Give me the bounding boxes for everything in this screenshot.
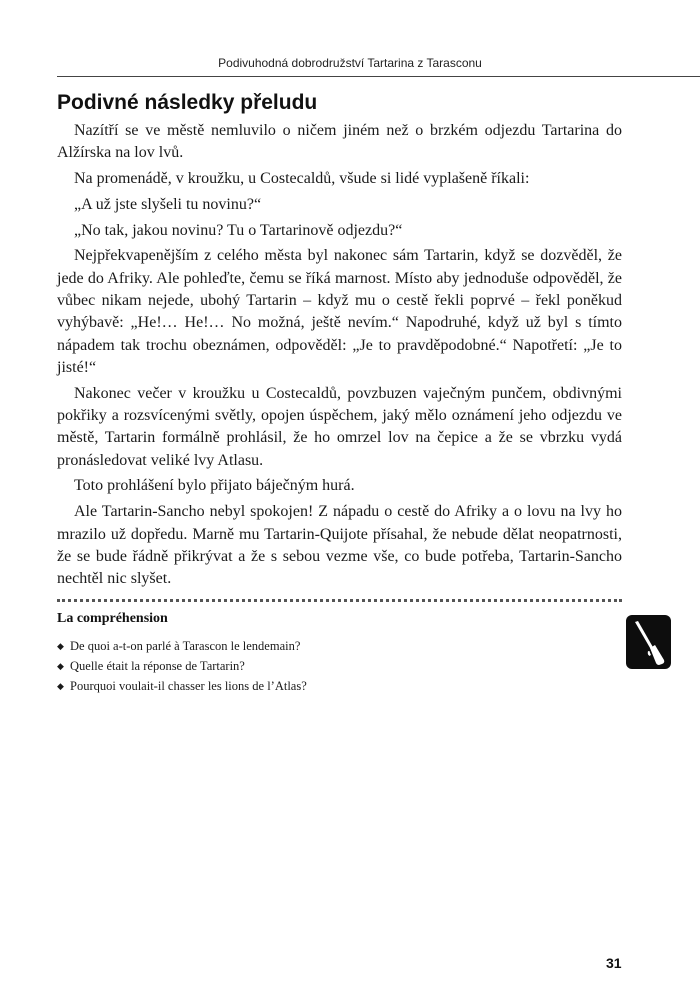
page-number: 31 <box>606 955 622 971</box>
comprehension-title: La compréhension <box>57 611 168 626</box>
list-item <box>57 676 597 696</box>
chapter-title: Podivné následky přeludu <box>57 91 318 114</box>
question-text: Quelle était la réponse de Tartarin? <box>70 659 245 673</box>
comprehension-questions <box>57 636 597 696</box>
paragraph: Toto prohlášení bylo přijato báječným hurá. <box>74 477 355 495</box>
diamond-bullet-icon: ◆ <box>57 661 64 671</box>
running-header: Podivuhodná dobrodružství Tartarina z Tarasconu <box>218 56 482 70</box>
paragraph: Nakonec večer v kroužku u Costecaldů, povzbuzen vaječným punčem, obdivnými pokřiky a rozsvícenými světly, opojen úspěchem, jaký mělo oznámení jeho odjezdu ve městě, Tartarin formálně prohlásil, že ho omrzel lov na čepice a že se vbrzku vydá pronásledovat veliké lvy Atlasu. <box>57 384 622 469</box>
rifle-icon <box>626 615 671 669</box>
chapter-body <box>57 120 622 594</box>
paragraph: Nazítří se ve městě nemluvilo o ničem jiném než o brzkém odjezdu Tartarina do Alžírska na lov lvů. <box>57 122 622 162</box>
question-text: Pourquoi voulait-il chasser les lions de l’Atlas? <box>70 679 307 693</box>
paragraph: „A už jste slyšeli tu novinu?“ <box>74 195 262 213</box>
paragraph: Ale Tartarin-Sancho nebyl spokojen! Z nápadu o cestě do Afriky a o lovu na lvy ho mrazilo už dopředu. Marně mu Tartarin-Quijote přísahal, že nebude dělat neopatrnosti, že se bude řádně přikrývat a že s sebou vezme vše, co bude potřeba, Tartarin-Sancho nechtěl nic slyšet. <box>57 503 622 588</box>
list-item <box>57 656 597 676</box>
paragraph: „No tak, jakou novinu? Tu o Tartarinově odjezdu?“ <box>74 221 403 239</box>
dotted-divider <box>57 599 622 602</box>
list-item <box>57 636 597 656</box>
question-text: De quoi a-t-on parlé à Tarascon le lendemain? <box>70 639 301 653</box>
paragraph: Na promenádě, v kroužku, u Costecaldů, všude si lidé vyplašeně říkali: <box>74 170 530 188</box>
header-rule <box>57 76 700 77</box>
diamond-bullet-icon: ◆ <box>57 681 64 691</box>
diamond-bullet-icon: ◆ <box>57 641 64 651</box>
paragraph: Nejpřekvapenějším z celého města byl nakonec sám Tartarin, když se dozvěděl, že jede do Afriky. Ale pohleďte, čemu se říká marnost. Místo aby jednoduše odpověděl, že vůbec nikam nejede, ubohý Tartarin – když mu o cestě řekli poprvé – řekl poněkud vyhýbavě: „He!… He!… No možná, ještě nevím.“ Napodruhé, když už byl s tímto nápadem tak trochu obeznámen, odpověděl: „Je to pravděpodobné.“ Napotřetí: „Je to jisté!“ <box>57 247 622 376</box>
